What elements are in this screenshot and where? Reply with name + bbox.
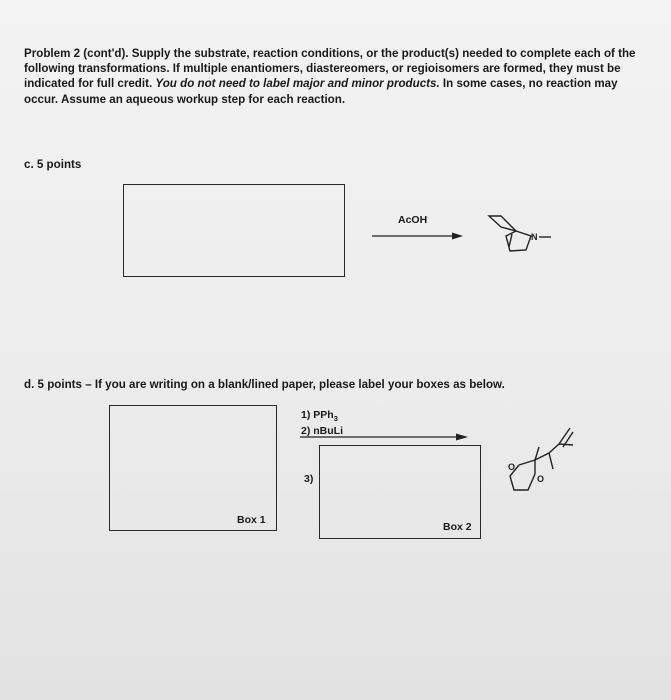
part-c-reagent: AcOH [398, 214, 428, 226]
part-c-reaction-arrow [372, 233, 463, 240]
box-1-label: Box 1 [237, 514, 266, 526]
problem-heading: Problem 2 (cont'd). [24, 47, 129, 60]
part-d-oxygen-1: O [508, 462, 516, 472]
instructions-part-1: Supply the substrate, reaction conditions, or the product(s) needed to complete each of the following transformations. If multiple enantiomers, diastereomers, or regioisomers are formed, they must be indicated for full credit. [24, 47, 636, 91]
part-d-label: d. 5 points – If you are writing on a blank/lined paper, please label your boxes as below. [24, 378, 505, 391]
part-c-product-nitrogen: N [531, 232, 538, 242]
part-d-reagent-3: 3) [304, 473, 314, 485]
part-c-product-structure [489, 216, 551, 251]
reagent-1-subscript: 3 [333, 414, 338, 424]
box-2-label: Box 2 [443, 521, 472, 533]
reagent-1-text: 1) PPh [301, 409, 334, 421]
part-d-reagent-2: 2) nBuLi [301, 425, 343, 437]
instructions-italic: You do not need to label major and minor products. [155, 77, 440, 91]
part-d-reaction-arrow [300, 434, 468, 441]
part-c-label: c. 5 points [24, 158, 82, 171]
part-d-oxygen-2: O [537, 474, 545, 484]
instructions-part-2: In some cases, no reaction may occur. Assume an aqueous workup step for each reaction. [24, 77, 618, 106]
